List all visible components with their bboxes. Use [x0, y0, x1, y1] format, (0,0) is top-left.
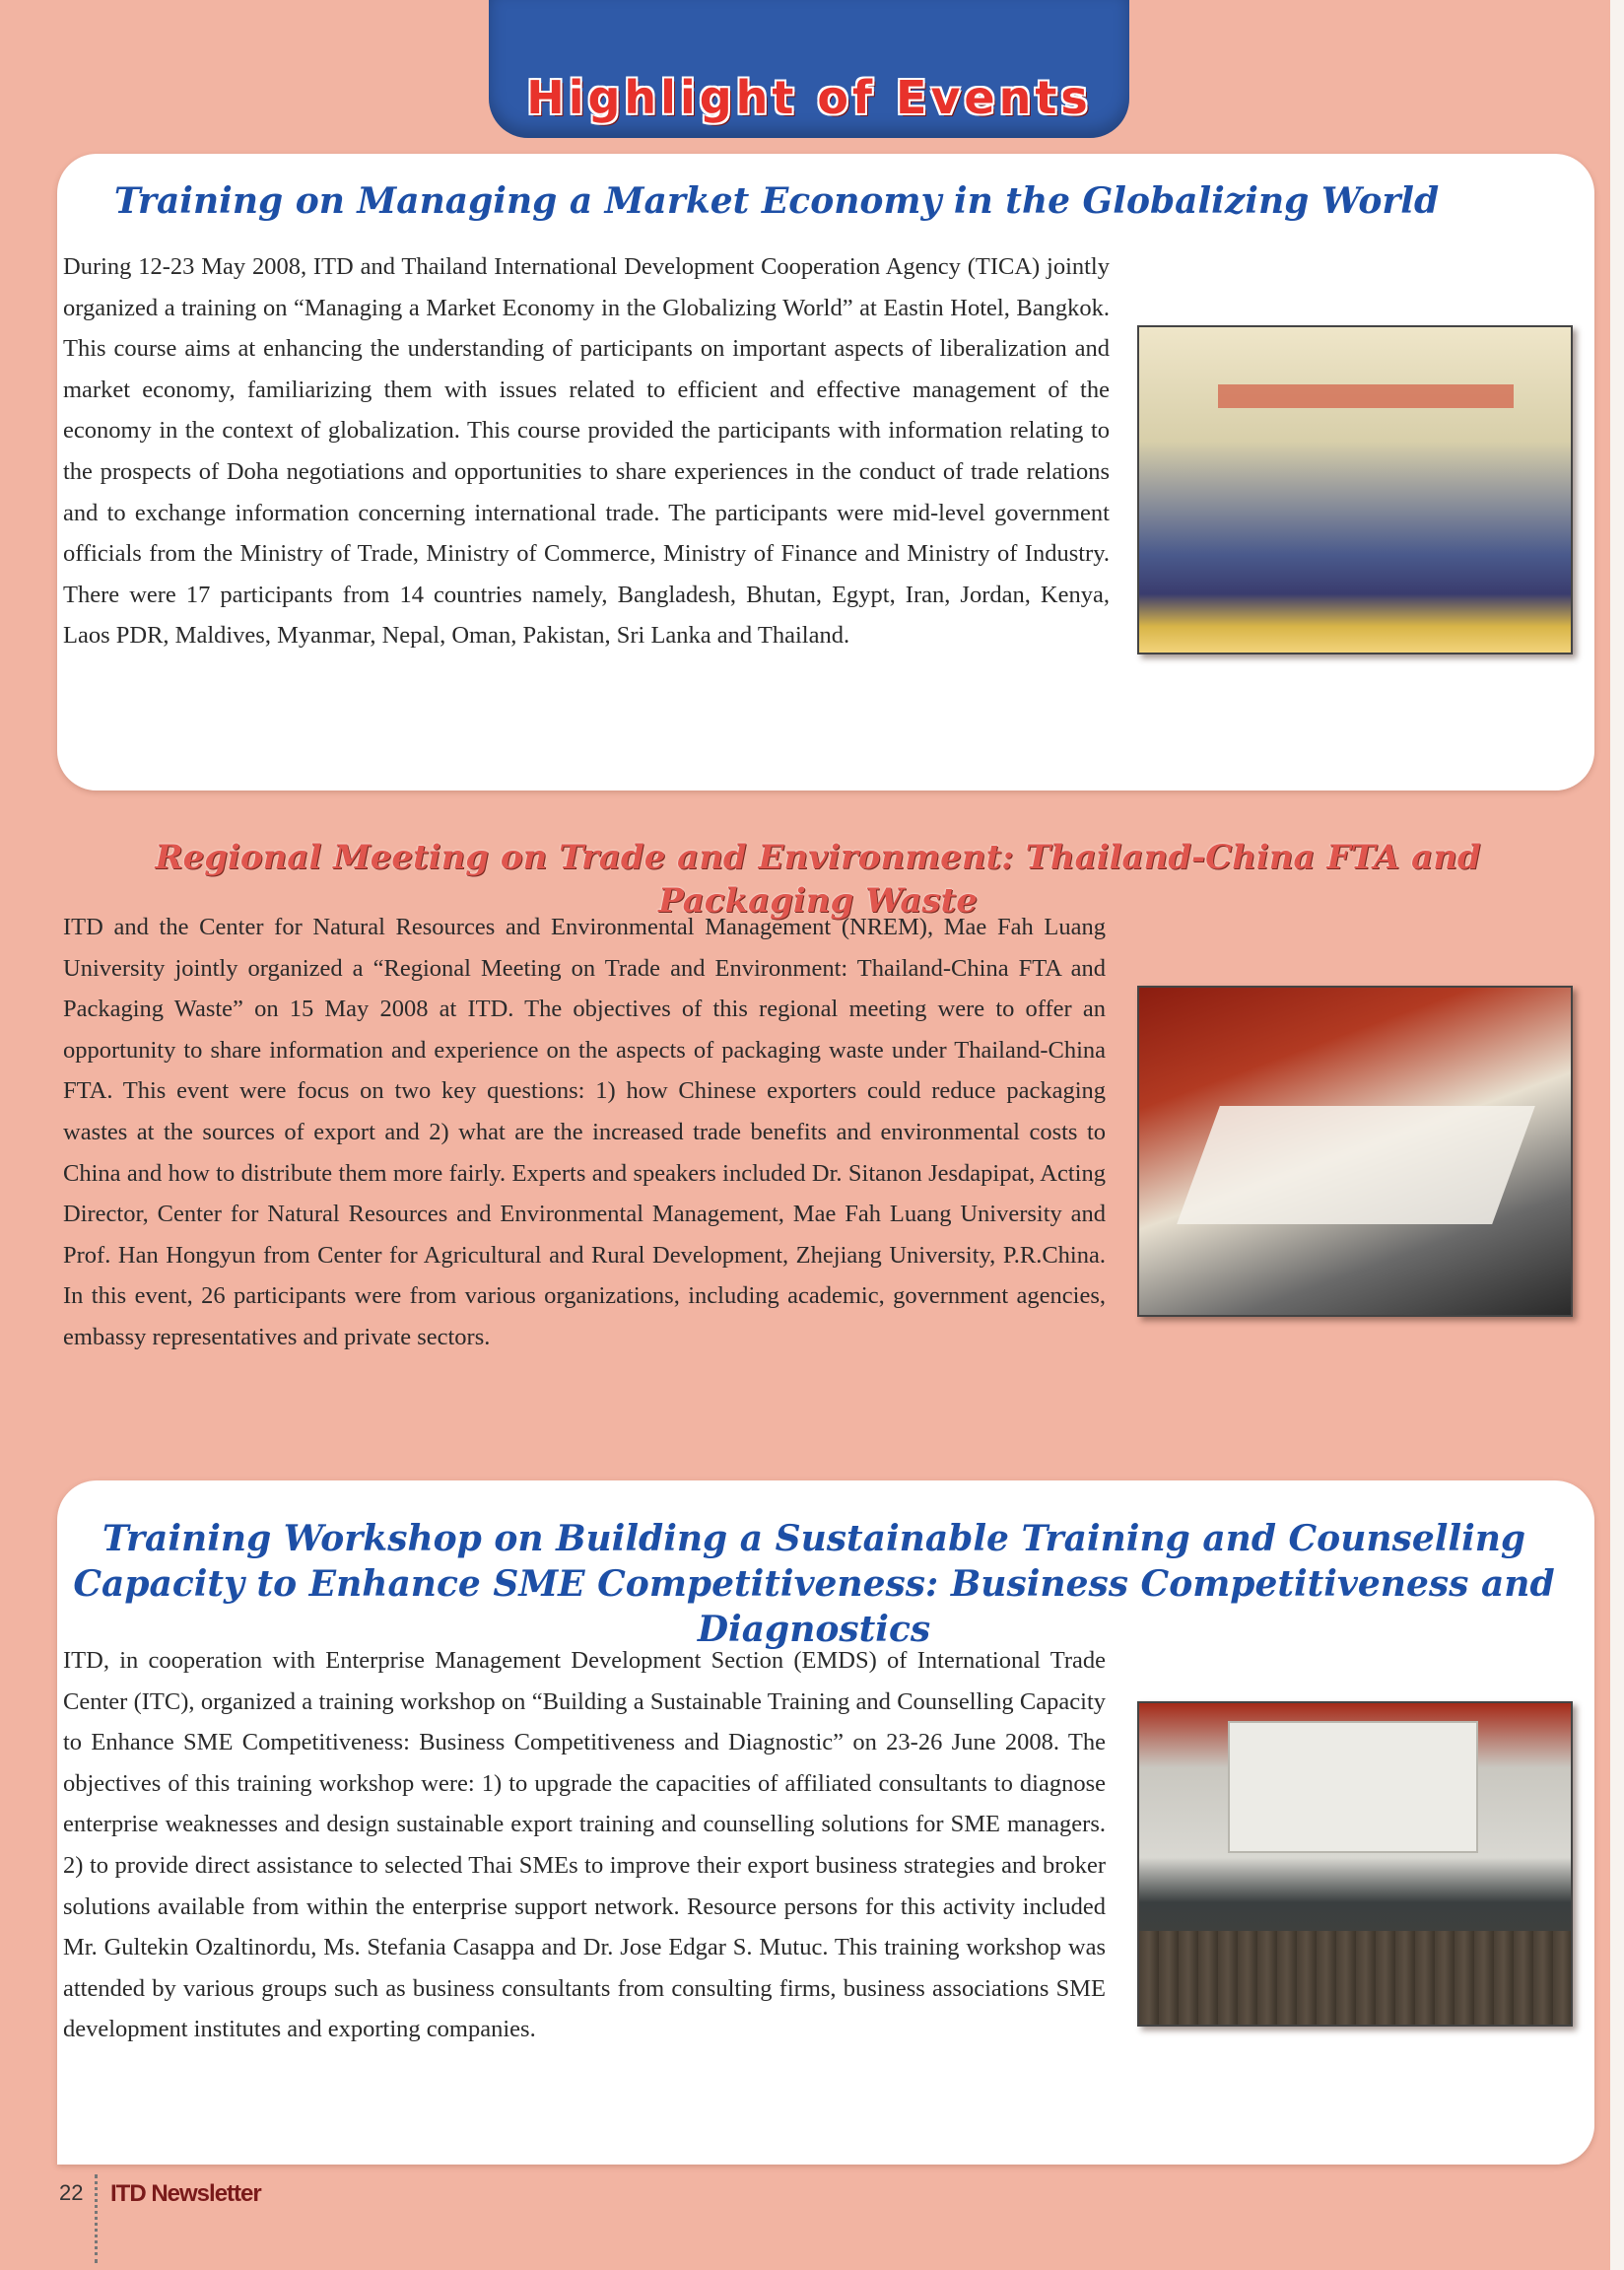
photo-banner — [1218, 384, 1514, 408]
article-body-3: ITD, in cooperation with Enterprise Management Development Section (EMDS) of International Trade Center (ITC), organized a training workshop on “Building a Sustainable Training and Counselling Capacity to Enhance SME Competitiveness: Business Competitiveness and Diagnostic” on 23-26 June 2008. The objectives of this training workshop were: 1) to upgrade the capacities of affiliated consultants to diagnose enterprise weaknesses and design sustainable export training and counselling solutions for SME managers. 2) to provide direct assistance to selected Thai SMEs to improve their export business strategies and broker solutions available from within the enterprise support network. Resource persons for this activity included Mr. Gultekin Ozaltinordu, Ms. Stefania Casappa and Dr. Jose Edgar S. Mutuc. This training workshop was attended by various groups such as business consultants from consulting firms, business associations SME development institutes and exporting companies. — [63, 1647, 1106, 2043]
article-photo-1 — [1137, 325, 1573, 654]
article-title-1: Training on Managing a Market Economy in the Globalizing World — [113, 180, 1440, 222]
article-photo-2 — [1137, 986, 1573, 1317]
article-body-1: During 12-23 May 2008, ITD and Thailand International Development Cooperation Agency (TICA) jointly organized a training on “Managing a Market Economy in the Globalizing World” at Eastin Hotel, Bangkok. This course aims at enhancing the understanding of participants on important aspects of liberalization and market economy, familiarizing them with issues related to efficient and effective management of the economy in the context of globalization. This course provided the participants with information relating to the prospects of Doha negotiations and opportunities to share experiences in the conduct of trade relations and to exchange information concerning international trade. The participants were mid-level government officials from the Ministry of Trade, Ministry of Commerce, Ministry of Finance and Ministry of Industry. There were 17 participants from 14 countries namely, Bangladesh, Bhutan, Egypt, Iran, Jordan, Kenya, Laos PDR, Maldives, Myanmar, Nepal, Oman, Pakistan, Sri Lanka and Thailand. — [63, 253, 1110, 650]
footer-divider — [95, 2174, 102, 2263]
newsletter-brand: ITD Newsletter — [110, 2180, 261, 2207]
page-header-title: Highlight of Events — [526, 71, 1092, 124]
header-tab — [489, 0, 1129, 138]
article-title-3: Training Workshop on Building a Sustainable Training and Counselling Capacity to Enhance SME Competitiveness: Business Competitiveness and Diagnostics — [73, 1518, 1555, 1650]
photo-projection-screen — [1228, 1721, 1478, 1853]
article-body-2: ITD and the Center for Natural Resources and Environmental Management (NREM), Mae Fah Luang University jointly organized a “Regional Meeting on Trade and Environment: Thailand-China FTA and Packaging Waste” on 15 May 2008 at ITD. The objectives of this regional meeting were to offer an opportunity to share information and experience on the aspects of packaging waste under Thailand-China FTA. This event were focus on two key questions: 1) how Chinese exporters could reduce packaging wastes at the sources of export and 2) what are the increased trade benefits and environmental costs to China and how to distribute them more fairly. Experts and speakers included Dr. Sitanon Jesdapipat, Acting Director, Center for Natural Resources and Environmental Management, Mae Fah Luang University and Prof. Han Hongyun from Center for Agricultural and Rural Development, Zhejiang University, P.R.China. In this event, 26 participants were from various organizations, including academic, government agencies, embassy representatives and private sectors. — [63, 914, 1106, 1350]
page-edge — [1610, 0, 1624, 2270]
article-title-2: Regional Meeting on Trade and Environment: Thailand-China FTA and Packaging Waste — [155, 838, 1481, 921]
photo-meeting-table — [1177, 1106, 1535, 1224]
photo-table-drape — [1139, 1931, 1571, 2025]
page-number: 22 — [59, 2180, 84, 2205]
article-photo-3 — [1137, 1701, 1573, 2027]
